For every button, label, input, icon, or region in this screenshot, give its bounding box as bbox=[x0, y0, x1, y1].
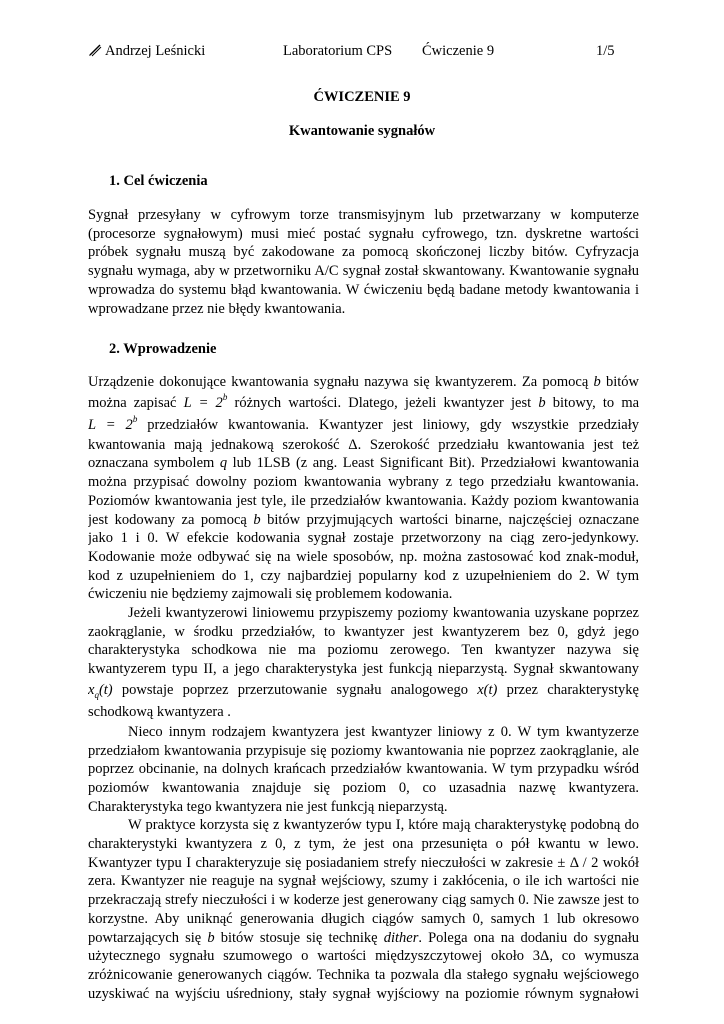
formula-xq: $x_q(t)$ bbox=[88, 681, 113, 700]
text-line: można przypisać dowolny poziom kwantowania wybrany z tego przedziału kwantowania. bbox=[88, 474, 639, 491]
text-line: sygnału wymaga, aby w przetworniku A/C sygnał został skwantowany. Kwantowanie sygnału bbox=[88, 263, 639, 280]
header-author bbox=[88, 42, 205, 60]
text-line: kwantowania mają jednakową szerokość Δ. Szerokość przedziału kwantowania jest też bbox=[88, 436, 639, 453]
text-line: (procesorze sygnałowym) musi mieć postać sygnału cyfrowego, tzn. dyskretne wartości bbox=[88, 225, 639, 242]
formula-pm-range: ± Δ / 2 bbox=[557, 854, 599, 871]
text-line: Charakterystyka tego kwantyzera nie jest funkcją nieparzystą. bbox=[88, 798, 448, 815]
formula-L: $L = 2^b$ bbox=[183, 391, 228, 411]
text-line: charakterystyki kwantyzera z 0, z tym, że jest ona przesunięta o pół kwantu w lewo. bbox=[88, 836, 639, 853]
text-line: przedziałom kwantowania przypisuje się poziomy kwantowania nie poprzez zaokrąglanie, ale bbox=[88, 742, 639, 759]
section-goal-paragraph bbox=[88, 206, 639, 318]
section-intro-paragraphs bbox=[88, 373, 639, 1003]
text-line: Poziomów kwantowania jest tyle, ile przedziałów kwantowania. Każdy poziom kwantowania bbox=[88, 492, 639, 509]
text-line: poziomów kwantowania znajduje się poziom 0, co uzasadnia nazwę kwantyzera. bbox=[88, 779, 639, 796]
text-line: przekraczają strefy nieczułości i w koderze jest generowany ciąg samych 0. Nie zawsze jest to bbox=[88, 892, 639, 909]
text-line: $L = 2^b$ przedziałów kwantowania. Kwantyzer jest liniowy, gdy wszystkie przedziały bbox=[88, 413, 639, 433]
header-lab: Laboratorium CPS bbox=[283, 43, 393, 59]
text-line: Kodowanie może odbywać się na wiele sposobów, np. można zastosować kod znak-moduł, bbox=[88, 548, 639, 565]
text-line: wprowadza do systemu błąd kwantowania. W ćwiczeniu będą badane metody kwantowania i bbox=[88, 281, 639, 298]
formula-L: $L = 2^b$ bbox=[88, 413, 138, 433]
text-line: korzystne. Aby uniknąć generowania długich ciągów samych 0, samych 1 lub okresowo bbox=[88, 910, 639, 927]
text-line: jako 1 i 0. W efekcie kodowania sygnał zostaje przetworzony na ciąg zero-jedynkowy. bbox=[88, 530, 639, 547]
text-line: $x_q(t)$ powstaje poprzez przerzutowanie sygnału analogowego x(t) przez charakterystykę bbox=[88, 681, 639, 700]
text-line: Sygnał przesyłany w cyfrowym torze transmisyjnym lub przetwarzany w komputerze bbox=[88, 207, 639, 223]
document-subtitle: Kwantowanie sygnałów bbox=[288, 123, 436, 139]
text-line: Urządzenie dokonujące kwantowania sygnału nazywa się kwantyzerem. Za pomocą b bitów bbox=[88, 374, 639, 390]
text-line: kod z uzupełnieniem do 1, czy najbardziej popularny kod z uzupełnieniem do 2. W tym bbox=[88, 567, 639, 584]
text-line: wprowadzane przez nie błędy kwantowania. bbox=[88, 300, 346, 317]
text-line: poprzez obcinanie, na dolnych krańcach przedziałów kwantowania. W tym przypadku wśród bbox=[88, 761, 639, 778]
term-dither: dither bbox=[383, 929, 419, 946]
text-line: ćwiczeniu nie będziemy zajmowali się problemem kodowania. bbox=[88, 586, 453, 603]
text-line: próbek sygnału muszą być zakodowane za pomocą skończonej liczby bitów. Cyfryzacja bbox=[88, 244, 639, 261]
text-line: zaokrąglanie, w środku przedziałów, to kwantyzer jest kwantyzerem bez 0, gdyż jego bbox=[88, 623, 639, 640]
text-line: można zapisać $L = 2^b$ różnych wartości. Dlatego, jeżeli kwantyzer jest b bitowy, to ma bbox=[88, 391, 639, 411]
text-line: uzyskiwać na wyjściu uśredniony, stały sygnał wyjściowy na poziomie równym sygnałowi bbox=[88, 985, 639, 1002]
text-line: powtarzających się b bitów stosuje się technikę dither. Polega ona na dodaniu do sygnału bbox=[88, 929, 639, 946]
section-heading-intro: 2. Wprowadzenie bbox=[109, 341, 217, 357]
document-title: ĆWICZENIE 9 bbox=[313, 89, 411, 105]
text-line: oznaczana symbolem q lub 1LSB (z ang. Least Significant Bit). Przedziałowi kwantowania bbox=[88, 455, 639, 472]
text-line: charakterystyka schodkowa nie ma poziomu zerowego. Ten kwantyzer nazywa się bbox=[88, 642, 639, 659]
text-line: zróżnicowanie generowanych ciągów. Technika ta pozwala dla stałego sygnału wejściowego bbox=[88, 966, 639, 983]
text-line: zera. Kwantyzer nie reaguje na sygnał wejściowy, szumy i zakłócenia, o ile ich wartości nie bbox=[88, 873, 639, 890]
text-line: użytecznego sygnału szumowego o wartości międzyszczytowej około 3Δ, co wymusza bbox=[88, 948, 639, 965]
text-line: kwantyzerem typu II, a jego charakterystyka jest funkcją nieparzystą. Sygnał skwantowany bbox=[88, 661, 639, 678]
text-line: Nieco innym rodzajem kwantyzera jest kwantyzer liniowy z 0. W tym kwantyzerze bbox=[128, 723, 639, 740]
author-name: Andrzej Leśnicki bbox=[105, 43, 206, 59]
pencil-icon bbox=[88, 43, 102, 57]
text-line: jest kodowany za pomocą b bitów przyjmujących wartości binarne, najczęściej oznaczane bbox=[88, 511, 639, 528]
header-exercise: Ćwiczenie 9 bbox=[422, 43, 495, 59]
text-line: Kwantyzer typu I charakteryzuje się posiadaniem strefy nieczułości w zakresie ± Δ / 2 wokół bbox=[88, 854, 639, 871]
text-line: schodkową kwantyzera . bbox=[88, 703, 231, 720]
text-line: W praktyce korzysta się z kwantyzerów typu I, które mają charakterystykę podobną do bbox=[128, 817, 639, 834]
formula-3delta: 3Δ bbox=[532, 948, 550, 965]
section-heading-goal: 1. Cel ćwiczenia bbox=[109, 173, 208, 189]
text-line: Jeżeli kwantyzerowi liniowemu przypiszemy poziomy kwantowania uzyskane poprzez bbox=[128, 605, 639, 622]
header-page-number: 1/5 bbox=[596, 43, 615, 59]
